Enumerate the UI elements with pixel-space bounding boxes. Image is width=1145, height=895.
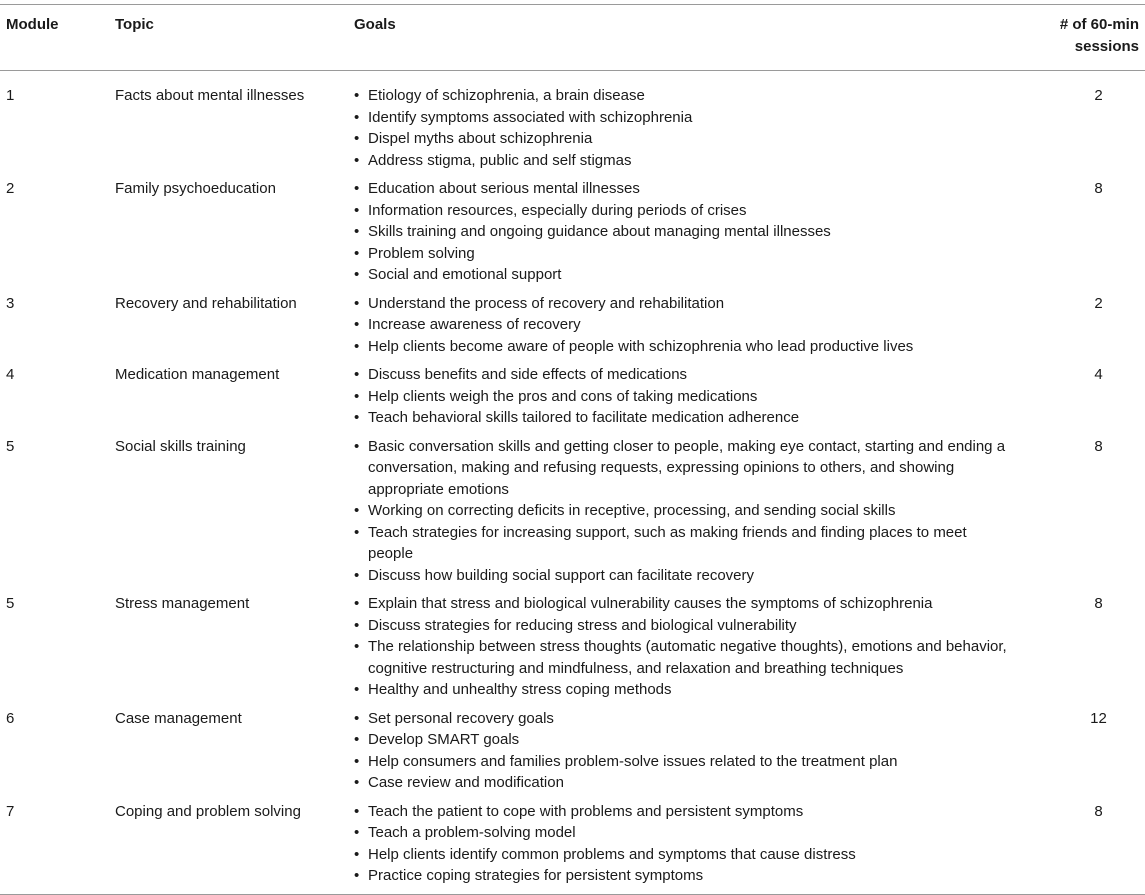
goal-item: • Set personal recovery goals: [354, 708, 1012, 730]
table-row: [0, 364, 1145, 436]
goal-item: • Practice coping strategies for persistent symptoms: [354, 865, 1012, 887]
cell-module: 5: [6, 437, 15, 455]
goal-item: • Skills training and ongoing guidance about managing mental illnesses: [354, 221, 1012, 243]
header-topic: Topic: [115, 16, 154, 33]
header-goals: Goals: [354, 16, 396, 33]
table-row: [0, 593, 1145, 708]
goal-item: • Education about serious mental illnesses: [354, 178, 1012, 200]
cell-module: 3: [6, 294, 15, 312]
cell-sessions: 4: [1094, 366, 1103, 383]
modules-table: [0, 4, 1145, 895]
table-row: [0, 801, 1145, 895]
cell-sessions: 2: [1094, 294, 1103, 312]
goal-item: • Help clients weigh the pros and cons of taking medications: [354, 386, 1012, 408]
goal-item: • Help consumers and families problem-solve issues related to the treatment plan: [354, 751, 1012, 773]
goal-item: • Understand the process of recovery and rehabilitation: [354, 293, 1012, 315]
goal-item: • Problem solving: [354, 243, 1012, 265]
table-row: [0, 178, 1145, 293]
cell-module: 1: [6, 87, 15, 104]
goals-list: [354, 436, 1012, 587]
goal-item: • Identify symptoms associated with schizophrenia: [354, 107, 1012, 129]
header-row: [0, 5, 1145, 71]
cell-sessions: 12: [1090, 709, 1107, 727]
goal-item: • The relationship between stress thoughts (automatic negative thoughts), emotions and behavior, cognitive restructuring and mindfulness, and relaxation and breathing techniques: [354, 636, 1012, 679]
goals-list: [354, 85, 1012, 171]
cell-topic: Recovery and rehabilitation: [115, 294, 297, 312]
cell-topic: Medication management: [115, 366, 280, 383]
goals-list: [354, 178, 1012, 286]
cell-sessions: 8: [1094, 802, 1103, 820]
goal-item: • Dispel myths about schizophrenia: [354, 128, 1012, 150]
goal-item: • Discuss strategies for reducing stress and biological vulnerability: [354, 615, 1012, 637]
goal-item: • Address stigma, public and self stigmas: [354, 150, 1012, 172]
goal-item: • Discuss how building social support can facilitate recovery: [354, 565, 1012, 587]
cell-topic: Case management: [115, 709, 242, 727]
cell-sessions: 8: [1094, 180, 1103, 197]
cell-topic: Stress management: [115, 595, 250, 612]
cell-goals: [354, 593, 1012, 708]
goal-item: • Etiology of schizophrenia, a brain disease: [354, 85, 1012, 107]
header-module: Module: [6, 16, 59, 33]
cell-topic: Facts about mental illnesses: [115, 87, 305, 104]
goal-item: • Healthy and unhealthy stress coping methods: [354, 679, 1012, 701]
cell-sessions: 8: [1094, 437, 1103, 455]
goal-item: • Basic conversation skills and getting closer to people, making eye contact, starting and ending a conversation, making and refusing requests, expressing opinions to others, and showing appropriate emotions: [354, 436, 1012, 501]
goal-item: • Working on correcting deficits in receptive, processing, and sending social skills: [354, 500, 1012, 522]
goal-item: • Teach behavioral skills tailored to facilitate medication adherence: [354, 407, 1012, 429]
goals-list: [354, 708, 1012, 794]
goal-item: • Case review and modification: [354, 772, 1012, 794]
table-row: [0, 293, 1145, 365]
cell-module: 5: [6, 595, 15, 612]
goal-item: • Teach the patient to cope with problems and persistent symptoms: [354, 801, 1012, 823]
cell-goals: [354, 293, 1012, 365]
goals-list: [354, 593, 1012, 701]
table-body: [0, 71, 1145, 895]
cell-goals: [354, 178, 1012, 293]
goal-item: • Discuss benefits and side effects of medications: [354, 364, 1012, 386]
goal-item: • Develop SMART goals: [354, 729, 1012, 751]
cell-topic: Coping and problem solving: [115, 802, 301, 820]
goals-list: [354, 293, 1012, 358]
goal-item: • Increase awareness of recovery: [354, 314, 1012, 336]
header-sessions-line1: # of 60-min: [1059, 16, 1139, 33]
goal-item: • Help clients become aware of people with schizophrenia who lead productive lives: [354, 336, 1012, 358]
cell-topic: Social skills training: [115, 437, 246, 455]
table-row: [0, 71, 1145, 179]
header-sessions-line2: sessions: [1074, 37, 1139, 55]
goal-item: • Teach strategies for increasing support, such as making friends and finding places to meet people: [354, 522, 1012, 565]
cell-sessions: 2: [1094, 87, 1103, 104]
cell-module: 4: [6, 366, 15, 383]
goal-item: • Teach a problem-solving model: [354, 822, 1012, 844]
cell-module: 2: [6, 180, 15, 197]
header-sessions: [1012, 5, 1145, 71]
goal-item: • Social and emotional support: [354, 264, 1012, 286]
cell-module: 7: [6, 802, 15, 820]
cell-goals: [354, 708, 1012, 801]
cell-goals: [354, 436, 1012, 594]
cell-goals: [354, 801, 1012, 895]
cell-topic: Family psychoeducation: [115, 180, 276, 197]
cell-goals: [354, 364, 1012, 436]
cell-module: 6: [6, 709, 15, 727]
cell-goals: [354, 71, 1012, 179]
goal-item: • Explain that stress and biological vulnerability causes the symptoms of schizophrenia: [354, 593, 1012, 615]
cell-sessions: 8: [1094, 595, 1103, 612]
table-header: [0, 5, 1145, 71]
table-row: [0, 708, 1145, 801]
goal-item: • Help clients identify common problems and symptoms that cause distress: [354, 844, 1012, 866]
goals-list: [354, 364, 1012, 429]
table-row: [0, 436, 1145, 594]
goal-item: • Information resources, especially during periods of crises: [354, 200, 1012, 222]
